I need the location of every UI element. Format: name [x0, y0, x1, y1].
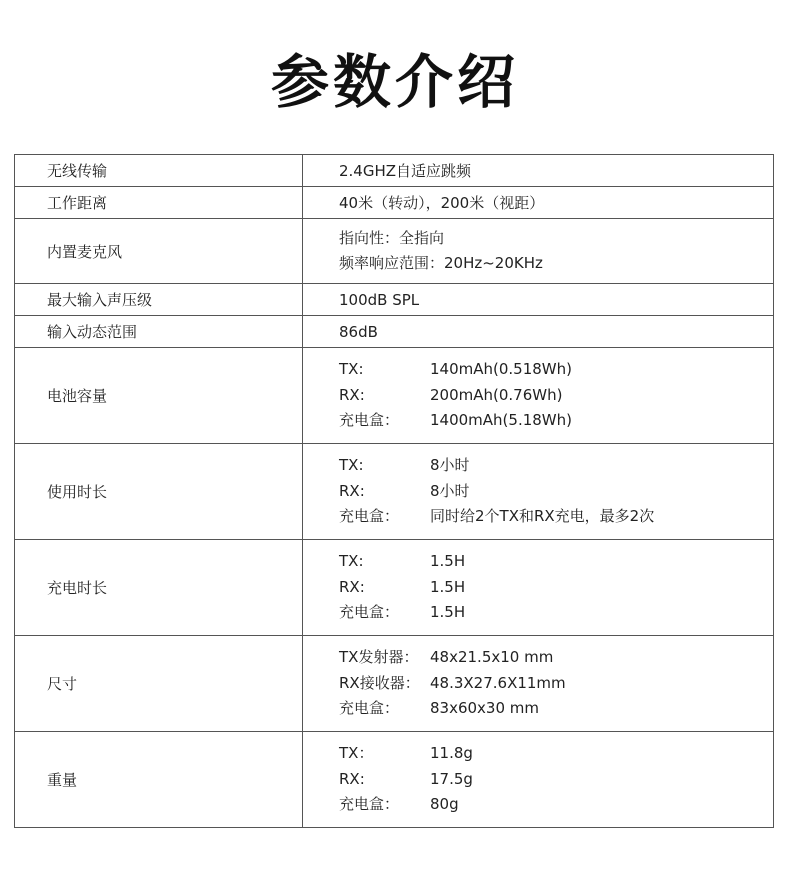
- value-line: 指向性：全指向: [339, 228, 445, 247]
- item-key: TX:: [339, 360, 364, 379]
- value-item: [339, 453, 773, 479]
- item-key: RX:: [339, 481, 365, 500]
- table-row: [15, 348, 774, 444]
- value-item: [339, 767, 773, 793]
- value-line: 频率响应范围：20Hz~20KHz: [339, 254, 543, 272]
- item-value: 80g: [430, 795, 459, 814]
- item-value: 8小时: [430, 481, 470, 500]
- item-value: 83x60x30 mm: [430, 699, 540, 718]
- value-item: [339, 549, 773, 575]
- table-row: [15, 187, 774, 219]
- value-item: [339, 600, 773, 626]
- item-value: 17.5g: [430, 769, 473, 788]
- value-item: [339, 741, 773, 767]
- value-item: [339, 408, 773, 434]
- table-row: [15, 284, 774, 316]
- item-value: 1.5H: [430, 577, 466, 596]
- row-value: 86dB: [303, 316, 774, 348]
- table-row: [15, 316, 774, 348]
- value-item: [339, 671, 773, 697]
- value-item: [339, 575, 773, 601]
- row-value: [303, 444, 774, 540]
- value-item: [339, 383, 773, 409]
- item-value: 1400mAh(5.18Wh): [430, 411, 572, 430]
- item-value: 140mAh(0.518Wh): [430, 360, 572, 379]
- item-value: 1.5H: [430, 552, 466, 571]
- item-key: TX:: [339, 552, 364, 571]
- row-label: 重量: [15, 732, 303, 828]
- row-label: 充电时长: [15, 540, 303, 636]
- value-item: [339, 696, 773, 722]
- row-label: 无线传输: [15, 155, 303, 187]
- value-item: [339, 479, 773, 505]
- item-key: 充电盒：: [339, 411, 400, 430]
- table-row: [15, 540, 774, 636]
- item-key: RX:: [339, 385, 365, 404]
- item-key: 充电盒：: [339, 603, 400, 622]
- item-value: 8小时: [430, 456, 470, 475]
- value-item: [339, 504, 773, 530]
- row-value: 40米（转动），200米（视距）: [303, 187, 774, 219]
- item-key: 充电盒：: [339, 699, 400, 718]
- row-value: [303, 636, 774, 732]
- table-row: [15, 219, 774, 284]
- row-label: 电池容量: [15, 348, 303, 444]
- value-item: [339, 357, 773, 383]
- row-value: 2.4GHZ自适应跳频: [303, 155, 774, 187]
- item-key: RX:: [339, 769, 365, 788]
- item-key: RX:: [339, 577, 365, 596]
- spec-table: [14, 154, 774, 828]
- item-value: 200mAh(0.76Wh): [430, 385, 563, 404]
- item-key: 充电盒：: [339, 507, 400, 526]
- value-item: [339, 792, 773, 818]
- row-value: 100dB SPL: [303, 284, 774, 316]
- item-key: TX:: [339, 456, 364, 475]
- item-value: 同时给2个TX和RX充电，最多2次: [430, 507, 655, 526]
- page-title: 参数介绍: [270, 48, 519, 116]
- row-value: [303, 540, 774, 636]
- row-label: 输入动态范围: [15, 316, 303, 348]
- item-value: 48.3X27.6X11mm: [430, 673, 566, 692]
- table-row: [15, 444, 774, 540]
- row-value: [303, 219, 774, 284]
- row-value: [303, 732, 774, 828]
- row-value: [303, 348, 774, 444]
- value-item: [339, 645, 773, 671]
- item-value: 1.5H: [430, 603, 466, 622]
- item-value: 48x21.5x10 mm: [430, 648, 554, 667]
- row-label: 内置麦克风: [15, 219, 303, 284]
- item-key: RX接收器：: [339, 673, 420, 692]
- item-key: 充电盒：: [339, 795, 400, 814]
- row-label: 工作距离: [15, 187, 303, 219]
- item-key: TX发射器：: [339, 648, 419, 667]
- row-label: 尺寸: [15, 636, 303, 732]
- row-label: 使用时长: [15, 444, 303, 540]
- table-row: [15, 636, 774, 732]
- table-row: [15, 155, 774, 187]
- item-value: 11.8g: [430, 744, 473, 763]
- table-row: [15, 732, 774, 828]
- item-key: TX：: [339, 744, 374, 763]
- row-label: 最大输入声压级: [15, 284, 303, 316]
